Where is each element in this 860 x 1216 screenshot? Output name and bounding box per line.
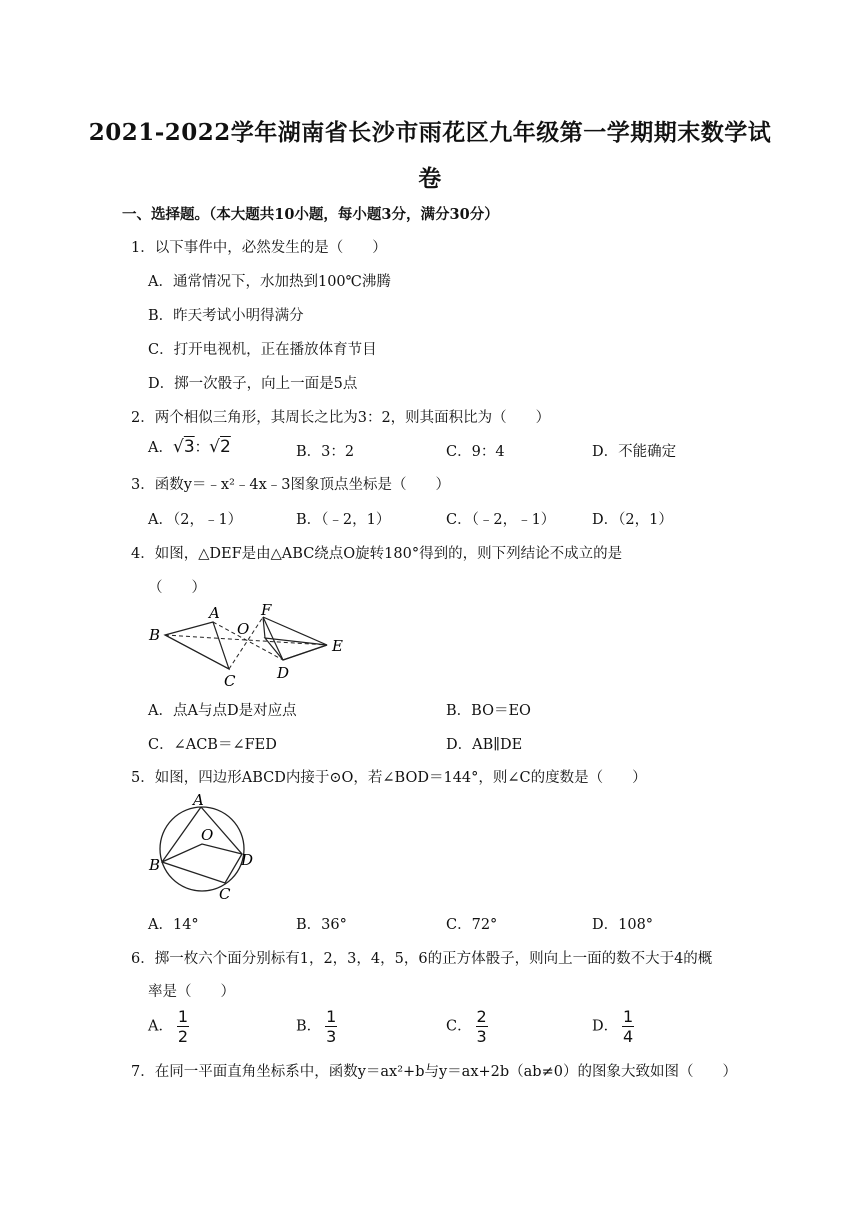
label-c: C: [224, 672, 236, 690]
circle-figure: [145, 792, 265, 904]
label-f: F: [261, 601, 272, 619]
question-1-option-a: A．通常情况下，水加热到100℃沸腾: [148, 274, 391, 290]
option-label: D．: [592, 1018, 619, 1035]
question-2-option-b: B．3：2: [296, 444, 355, 460]
document-title-line2: 卷: [418, 165, 442, 192]
circle-o: [160, 807, 244, 891]
question-2-option-a: [148, 436, 231, 457]
question-6-option-c: [446, 1008, 488, 1045]
question-6-option-b: [296, 1008, 337, 1045]
label-d: D: [277, 664, 290, 682]
question-1-option-b: B．昨天考试小明得满分: [148, 308, 304, 324]
question-5-option-b: B．36°: [296, 917, 347, 933]
fraction-two-thirds: $\frac{2}{3}$: [476, 1007, 487, 1046]
sqrt-3: √3: [172, 437, 195, 457]
label-e: E: [332, 637, 343, 655]
fraction-one-third: $\frac{1}{3}$: [326, 1007, 337, 1046]
label-a: A: [209, 604, 220, 622]
question-6-option-d: [592, 1008, 634, 1045]
question-4-option-d: D．AB∥DE: [446, 737, 523, 753]
question-3-stem: 3．函数y＝﹣x²﹣4x﹣3图象顶点坐标是（ ）: [131, 477, 451, 493]
question-5-option-c: C．72°: [446, 917, 498, 933]
question-2-option-d: D．不能确定: [592, 444, 677, 460]
question-4-stem: 4．如图，△DEF是由△ABC绕点O旋转180°得到的，则下列结论不成立的是: [131, 546, 623, 562]
question-3-option-b: B．（﹣2，1）: [296, 512, 391, 528]
label-c: C: [219, 885, 231, 903]
option-label: C．: [446, 1018, 472, 1035]
fraction-one-quarter: $\frac{1}{4}$: [623, 1007, 634, 1046]
label-o: O: [237, 620, 250, 638]
question-4-option-b: B．BO＝EO: [446, 703, 531, 719]
question-3-option-d: D．（2，1）: [592, 512, 673, 528]
question-5-stem: 5．如图，四边形ABCD内接于⊙O，若∠BOD＝144°，则∠C的度数是（ ）: [131, 770, 647, 786]
section-heading: 一、选择题。（本大题共10小题，每小题3分，满分30分）: [122, 206, 499, 223]
sqrt-2: √2: [209, 437, 231, 457]
question-2-option-c: C．9：4: [446, 444, 505, 460]
option-label: A．: [148, 1018, 173, 1035]
question-6-option-a: [148, 1008, 189, 1045]
question-3-option-a: A．（2，﹣1）: [148, 512, 243, 528]
option-a-label: A．: [148, 440, 173, 456]
question-6-stem: 6．掷一枚六个面分别标有1，2，3，4，5，6的正方体骰子，则向上一面的数不大于4的概: [131, 951, 713, 967]
question-3-option-c: C．（﹣2，﹣1）: [446, 512, 556, 528]
label-o: O: [201, 826, 214, 844]
option-label: B．: [296, 1018, 322, 1035]
document-title-line1: 2021-2022学年湖南省长沙市雨花区九年级第一学期期末数学试: [88, 119, 772, 146]
question-6-stem-line2: 率是（ ）: [148, 984, 235, 1000]
label-d: D: [241, 851, 254, 869]
question-5-option-d: D．108°: [592, 917, 654, 933]
label-b: B: [149, 856, 161, 874]
question-4-option-c: C．∠ACB＝∠FED: [148, 737, 277, 753]
label-a: A: [193, 792, 204, 809]
ratio-separator: ：: [194, 440, 210, 456]
question-4-option-a: A．点A与点D是对应点: [148, 703, 297, 719]
triangle-abc: [165, 622, 229, 669]
question-1-stem: 1．以下事件中，必然发生的是（ ）: [131, 240, 387, 256]
fraction-one-half: $\frac{1}{2}$: [177, 1007, 189, 1046]
rotation-figure: [145, 600, 355, 690]
question-2-stem: 2．两个相似三角形，其周长之比为3：2，则其面积比为（ ）: [131, 410, 551, 426]
question-1-option-d: D．掷一次骰子，向上一面是5点: [148, 376, 358, 392]
question-1-option-c: C．打开电视机，正在播放体育节目: [148, 342, 377, 358]
label-b: B: [149, 626, 161, 644]
question-5-option-a: A．14°: [148, 917, 199, 933]
question-4-stem-bracket: （ ）: [148, 580, 206, 596]
question-7-stem: 7．在同一平面直角坐标系中，函数y＝ax²+b与y＝ax+2b（ab≠0）的图象大致如图（ ）: [131, 1064, 737, 1080]
